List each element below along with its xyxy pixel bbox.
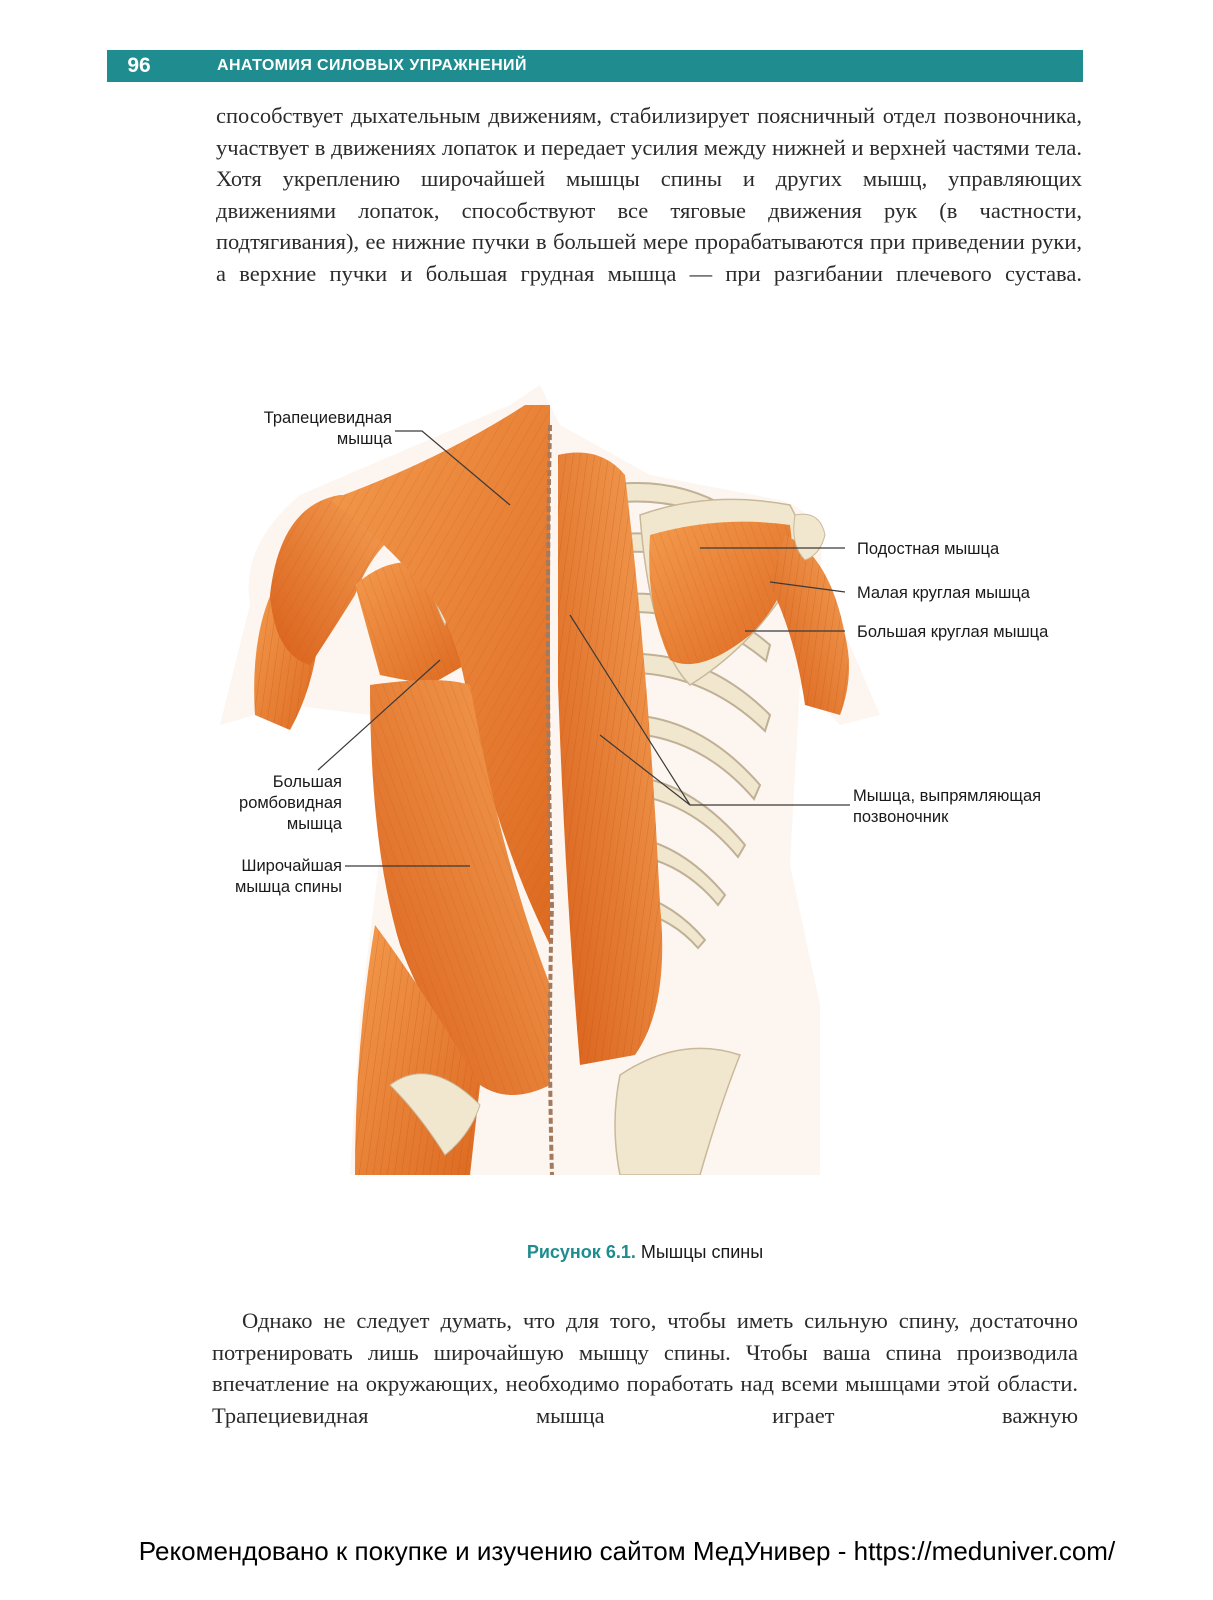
- label-erector-spinae: [853, 786, 1041, 828]
- label-rhomboid-line-1: Большая: [272, 773, 342, 791]
- book-title: АНАТОМИЯ СИЛОВЫХ УПРАЖНЕНИЙ: [217, 57, 527, 74]
- label-erector-line-1: Мышца, выпрямляющая: [853, 787, 1042, 805]
- label-teres-minor: Малая круглая мышца: [857, 584, 1030, 602]
- label-latissimus-line-1: Широчайшая: [241, 857, 342, 875]
- label-teres-major: Большая круглая мышца: [857, 623, 1049, 641]
- label-latissimus: [190, 856, 342, 898]
- paragraph-2: [212, 1305, 1078, 1431]
- label-rhomboid-line-2: ромбовидная: [239, 794, 342, 812]
- label-trapezius-line-2: мышца: [336, 430, 392, 448]
- label-rhomboid-line-3: мышца: [286, 815, 342, 833]
- paragraph-2-text: Однако не следует думать, что для того, чтобы иметь сильную спину, достаточно потренировать лишь широчайшую мышцу спины. Чтобы ваша спина производила впечатление на окружающих, необходимо поработать над всеми мышцами этой области. Трапециевидная мышца играет важную: [212, 1308, 1078, 1428]
- figure-caption: [0, 1240, 1213, 1264]
- footer-recommendation: Рекомендовано к покупке и изучению сайтом МедУнивер - https://meduniver.com/: [138, 1536, 1116, 1566]
- label-trapezius: [224, 408, 392, 450]
- label-erector-line-2: позвоночник: [853, 808, 949, 826]
- page-number: 96: [127, 54, 151, 77]
- label-trapezius-line-1: Трапециевидная: [263, 409, 392, 427]
- label-latissimus-line-2: мышца спины: [234, 878, 342, 896]
- label-rhomboid-major: [190, 772, 342, 835]
- paragraph-1: способствует дыхательным движениям, стабилизирует поясничный отдел позвоночника, участвует в движениях лопаток и передает усилия между нижней и верхней частями тела. Хотя укреплению широчайшей мышцы спины и других мышц, управляющих движениями лопаток, способствуют все тяговые движения рук (в частности, подтягивания), ее нижние пучки в большей мере прорабатываются при приведении руки, а верхние пучки и большая грудная мышца — при разгибании плечевого сустава.: [216, 103, 1082, 286]
- figure-number: Рисунок 6.1.: [526, 1242, 636, 1262]
- header-bar: [107, 50, 1083, 82]
- label-infraspinatus: Подостная мышца: [857, 540, 1000, 558]
- figure-caption-text: Мышцы спины: [635, 1242, 764, 1262]
